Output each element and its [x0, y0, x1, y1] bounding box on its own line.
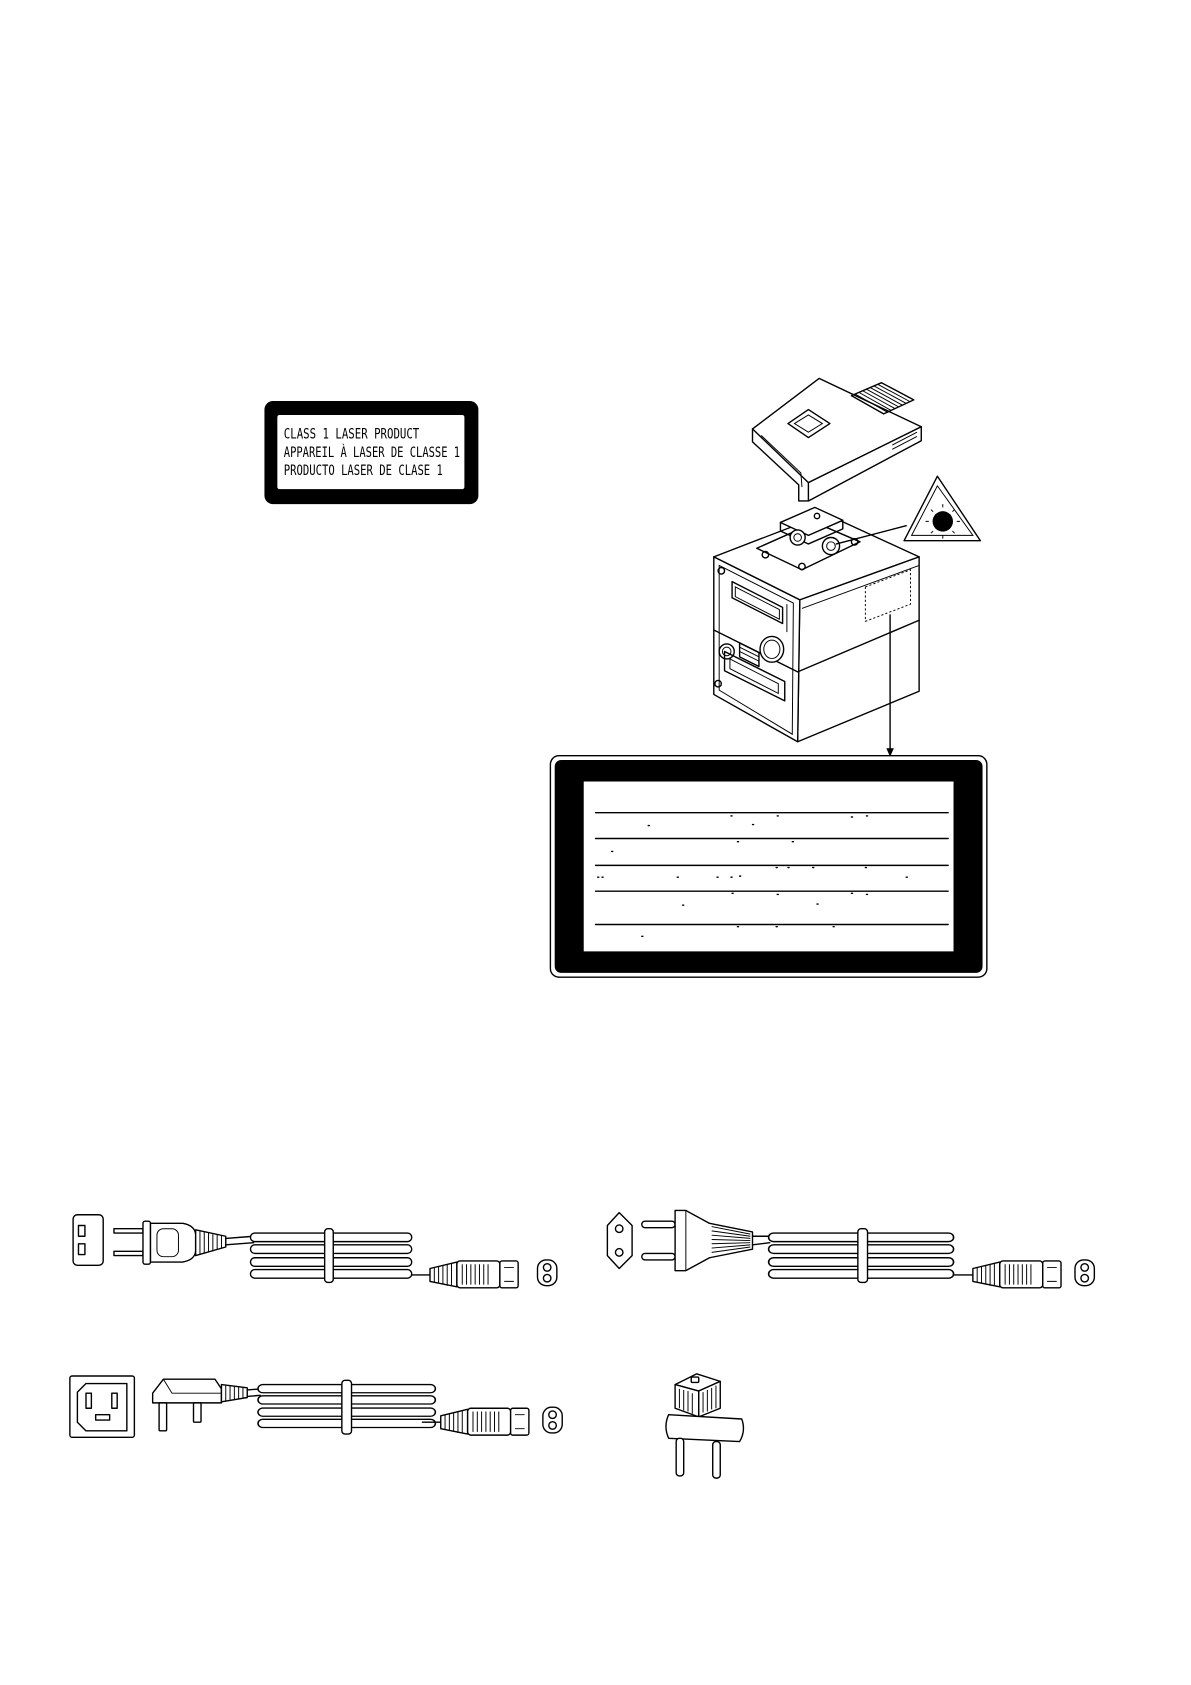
outlet-type-c-icon	[607, 1213, 632, 1269]
laser-warning-triangle-icon	[904, 476, 980, 541]
outlet-type-a-icon	[73, 1215, 103, 1266]
figure-8-inlet-icon	[1075, 1260, 1094, 1286]
laser-label-line-2: APPAREIL À LASER DE CLASSE 1	[283, 444, 529, 461]
caution-label	[550, 756, 986, 977]
jog-button	[719, 644, 734, 659]
laser-label-line-1: CLASS 1 LASER PRODUCT	[283, 426, 420, 443]
figure-8-inlet-icon	[543, 1407, 562, 1433]
figure-8-inlet-icon	[538, 1260, 557, 1286]
laser-label-line-3: PRODUCTO LASER DE CLASE 1	[283, 463, 443, 480]
outlet-type-g-icon	[70, 1376, 135, 1437]
power-cord-type-c	[642, 1210, 1061, 1287]
plug-adapter-icon	[666, 1374, 744, 1478]
power-cord-type-a	[114, 1221, 518, 1288]
stereo-unit-illustration	[714, 507, 919, 741]
cabinet-cover-illustration	[753, 378, 922, 501]
power-cord-type-g	[153, 1379, 529, 1435]
caution-label-field	[584, 782, 954, 952]
laser-class-label	[264, 401, 529, 504]
